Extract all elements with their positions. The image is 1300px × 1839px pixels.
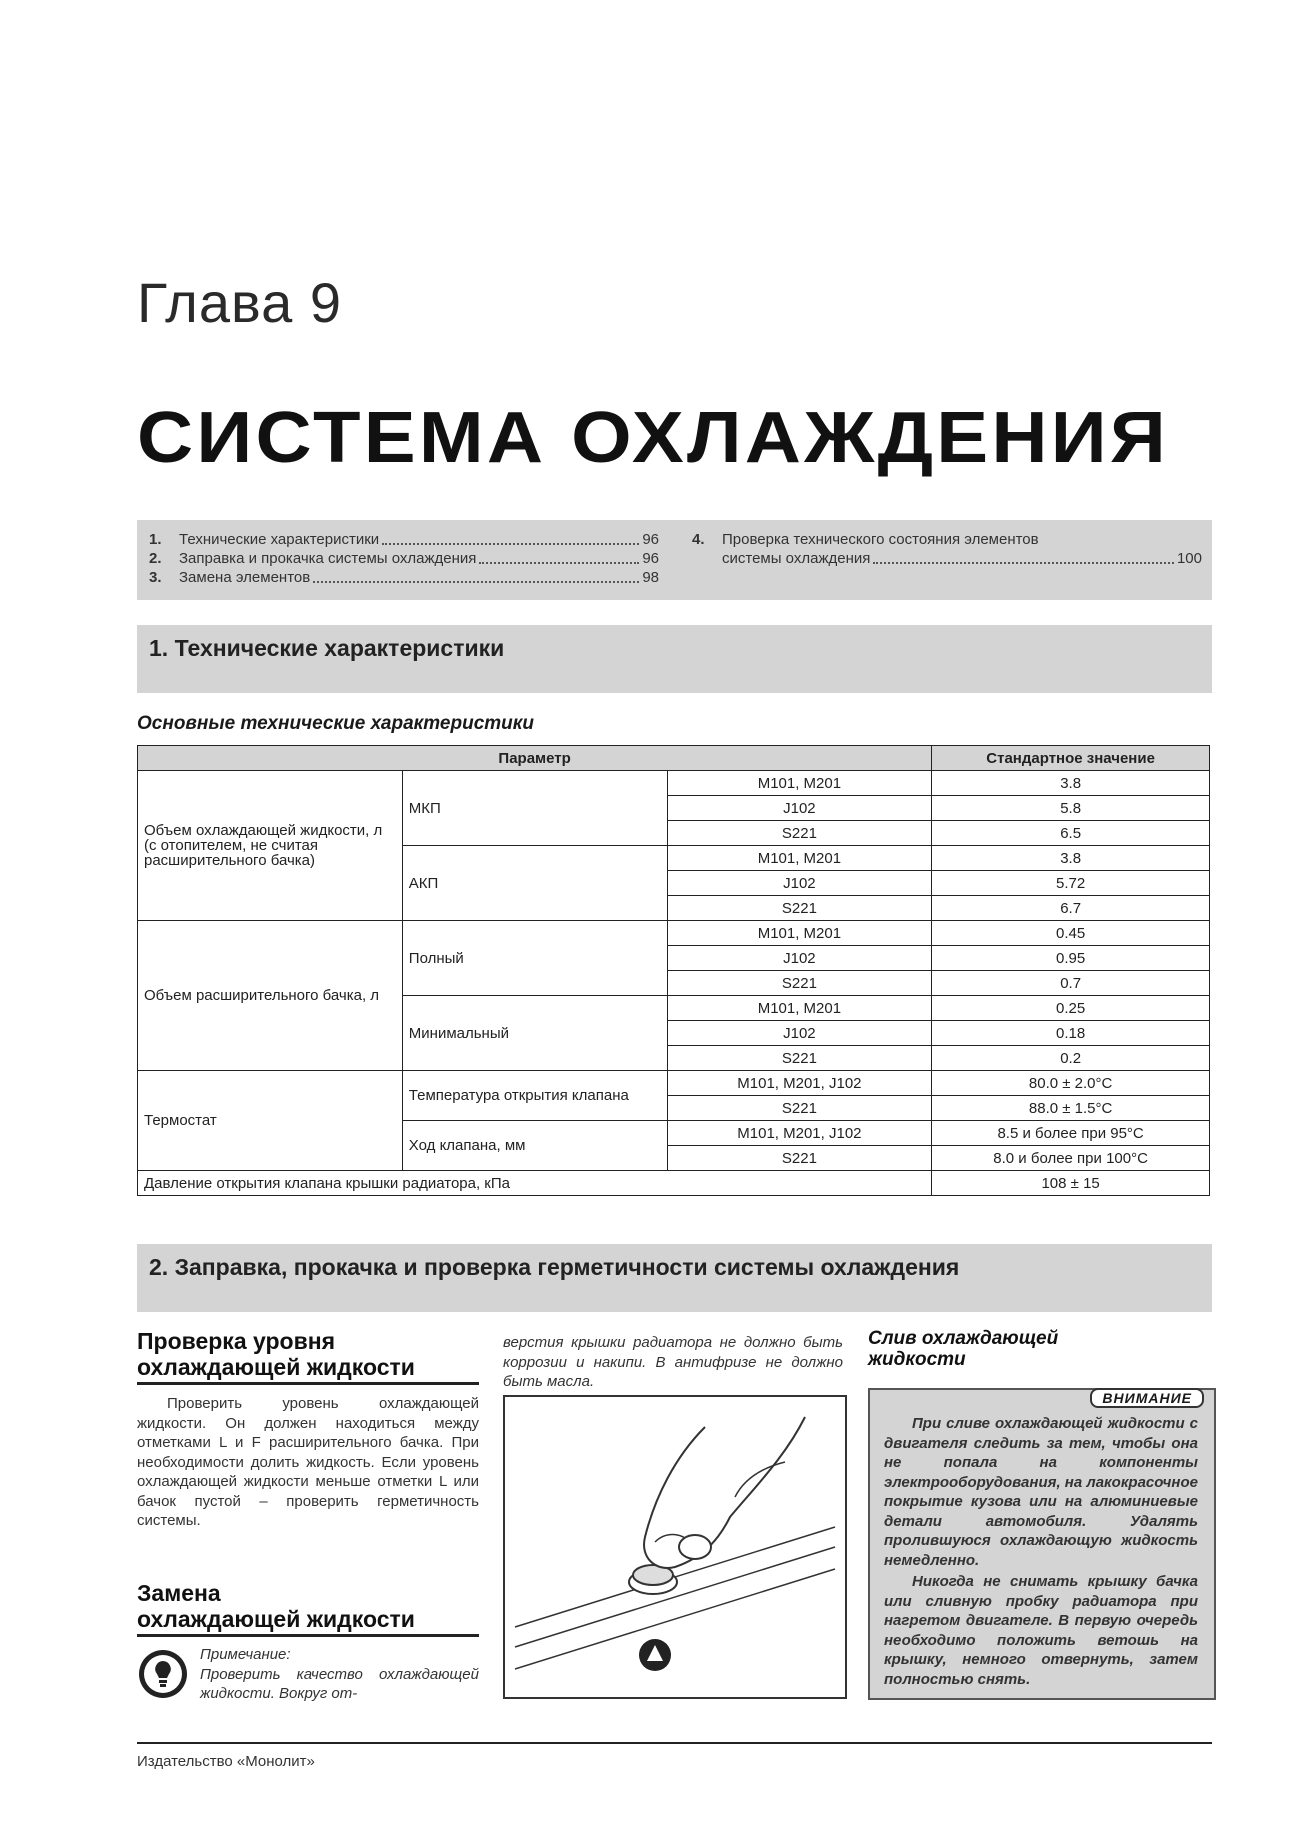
note-icon <box>137 1648 189 1700</box>
warning-text-1: При сливе охлаждающей жидкости с двигателя следить за тем, чтобы она не попала на компоненты электрооборудования, на лакокрасочное покрытие кузова или на алюминиевые детали автомобиля. Удалять пролившуюся охлаждающую жидкость немедленно. <box>884 1415 1198 1569</box>
warning-text-2: Никогда не снимать крышку бачка или сливную пробку радиатора при нагретом двигателе. В первую очередь необходимо положить ветошь на крышку, немного отвернуть, затем полностью снять. <box>884 1573 1198 1688</box>
radiator-cap-illustration <box>503 1395 847 1699</box>
cap-pressure-label: Давление открытия клапана крышки радиатора, кПа <box>138 1171 932 1196</box>
coolant-volume-label: Объем охлаждающей жидкости, л (с отопителем, не считая расширительного бачка) <box>138 771 403 921</box>
subhead-rule <box>137 1382 479 1385</box>
chapter-label: Глава 9 <box>137 271 342 334</box>
chapter-title: СИСТЕМА ОХЛАЖДЕНИЯ <box>137 398 1170 478</box>
thermostat-label: Термостат <box>138 1071 403 1171</box>
check-level-title: Проверка уровня охлаждающей жидкости <box>137 1328 415 1380</box>
subhead-rule <box>137 1634 479 1637</box>
section-2-heading: 2. Заправка, прокачка и проверка герметичности системы охлаждения <box>149 1254 960 1280</box>
full-label: Полный <box>402 921 667 996</box>
footer-publisher: Издательство «Монолит» <box>137 1753 315 1770</box>
drain-title: Слив охлаждающей жидкости <box>868 1328 1059 1370</box>
table-of-contents <box>137 520 1212 600</box>
opening-temp-label: Температура открытия клапана <box>402 1071 667 1121</box>
tank-volume-label: Объем расширительного бачка, л <box>138 921 403 1071</box>
valve-travel-label: Ход клапана, мм <box>402 1121 667 1171</box>
section-2-header <box>137 1244 1212 1312</box>
middle-text: верстия крышки радиатора не должно быть коррозии и накипи. В антифризе не должно быть масла. <box>503 1334 843 1390</box>
mkp-label: МКП <box>402 771 667 846</box>
header-param: Параметр <box>138 746 932 771</box>
toc-item[interactable]: 2. Заправка и прокачка системы охлаждения 96 <box>149 550 659 567</box>
check-level-text: Проверить уровень охлаждающей жидкости. Он должен находиться между отметками L и F расширительного бачка. При необходимости долить жидкость. Если уровень охлаждающей жидкости меньше отметки L или бачок пустой – проверить герметичность системы. <box>137 1395 479 1529</box>
footer-rule <box>137 1742 1212 1744</box>
minimal-label: Минимальный <box>402 996 667 1071</box>
toc-item[interactable]: 3. Замена элементов 98 <box>149 569 659 586</box>
replace-title: Замена охлаждающей жидкости <box>137 1580 415 1632</box>
warning-box <box>868 1388 1216 1700</box>
spec-table: Параметр Стандартное значение Объем охлаждающей жидкости, л (с отопителем, не считая расширительного бачка) МКП M101, M201 3.8 J102 5.8 S221 6.5 АКП M101, M201 3.8 J102 5.72 S221 6.7 Объем расширительного бачка, л Полный M101, M201 0.45 J102 0.95 S221 0.7 Минимальный M101, M201 0.25 J102 0.18 S221 0.2 Термостат Температура открытия клапана M101, M201, J102 80.0 ± 2.0°C S221 88.0 ± 1.5°C Ход клапана, мм M101, M201, J102 8.5 и более при 95°C S221 8.0 и более при 100°C Давление открытия клапана крышки радиатора, кПа 108 ± 15 <box>137 745 1210 1196</box>
note-block: Примечание: Проверить качество охлаждающей жидкости. Вокруг от- <box>200 1646 479 1702</box>
akp-label: АКП <box>402 846 667 921</box>
warning-tag: ВНИМАНИЕ <box>1090 1388 1204 1408</box>
header-value: Стандартное значение <box>932 746 1210 771</box>
toc-item[interactable]: 4. Проверка технического состояния элементов системы охлаждения 100 <box>692 531 1202 567</box>
table-caption: Основные технические характеристики <box>137 713 534 734</box>
section-1-heading: 1. Технические характеристики <box>149 635 505 661</box>
toc-item[interactable]: 1. Технические характеристики 96 <box>149 531 659 548</box>
section-1-header <box>137 625 1212 693</box>
